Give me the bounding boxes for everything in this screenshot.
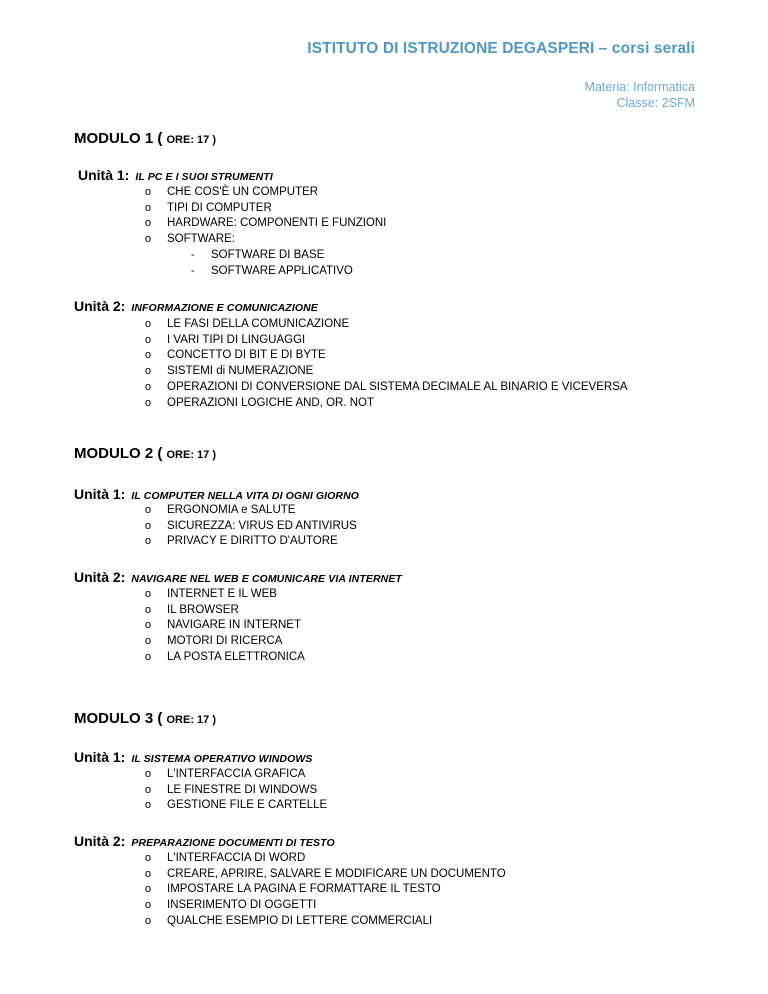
module-3-unit-2-list (145, 851, 506, 930)
list-item: o INTERNET E IL WEB (145, 588, 277, 600)
list-item: o OPERAZIONI DI CONVERSIONE DAL SISTEMA DECIMALE AL BINARIO E VICEVERSA (145, 380, 628, 393)
list-item: o LE FASI DELLA COMUNICAZIONE (145, 318, 350, 330)
module-2-heading: MODULO 2 ( ORE: 17 ) (74, 445, 217, 462)
module-1-unit-2-heading: Unità 2: INFORMAZIONE E COMUNICAZIONE (74, 298, 318, 314)
module-2-unit-1-heading: Unità 1: IL COMPUTER NELLA VITA DI OGNI GIORNO (74, 486, 360, 502)
software-sublist (167, 248, 386, 279)
module-1-unit-1-heading: Unità 1: IL PC E I SUOI STRUMENTI (78, 167, 273, 183)
list-item: o SISTEMI di NUMERAZIONE (145, 365, 314, 378)
list-item: o MOTORI DI RICERCA (145, 635, 283, 648)
school-title: ISTITUTO DI ISTRUZIONE DEGASPERI – corsi serali (307, 40, 695, 57)
module-3-heading: MODULO 3 ( ORE: 17 ) (74, 710, 217, 727)
list-item: o TIPI DI COMPUTER (145, 201, 272, 214)
sub-list-item: - SOFTWARE APPLICATIVO (191, 264, 353, 277)
list-item: o L'INTERFACCIA DI WORD (145, 852, 306, 864)
list-item: o IL BROWSER (145, 603, 239, 616)
list-item: o L'INTERFACCIA GRAFICA (145, 768, 306, 780)
module-1-heading: MODULO 1 ( ORE: 17 ) (74, 130, 217, 147)
list-item: o QUALCHE ESEMPIO DI LETTERE COMMERCIALI (145, 914, 433, 927)
list-item: o SOFTWARE: - SOFTWARE DI BASE - SOFTWARE APPLICATIVO (145, 232, 386, 279)
list-item: o ERGONOMIA e SALUTE (145, 504, 296, 516)
list-item: o LE FINESTRE DI WINDOWS (145, 783, 318, 796)
list-item: o I VARI TIPI DI LINGUAGGI (145, 333, 306, 346)
module-2-unit-1-list (145, 503, 357, 550)
module-3-unit-2-heading: Unità 2: PREPARAZIONE DOCUMENTI DI TESTO (74, 833, 335, 849)
module-1-unit-2-list (145, 317, 628, 411)
module-3-unit-1-list (145, 767, 327, 814)
module-2-unit-2-list (145, 587, 305, 666)
module-2-unit-2-heading: Unità 2: NAVIGARE NEL WEB E COMUNICARE VIA INTERNET (74, 569, 402, 585)
list-item: o IMPOSTARE LA PAGINA E FORMATTARE IL TESTO (145, 883, 441, 896)
subject-label: Materia: Informatica (584, 80, 695, 94)
list-item: o CONCETTO DI BIT E DI BYTE (145, 349, 326, 362)
sub-list-item: - SOFTWARE DI BASE (191, 248, 325, 261)
list-item: o CHE COS'È UN COMPUTER (145, 186, 319, 198)
module-1-unit-1-list (145, 185, 386, 279)
list-item: o NAVIGARE IN INTERNET (145, 619, 301, 632)
list-item: o SICUREZZA: VIRUS ED ANTIVIRUS (145, 519, 357, 532)
list-item: o OPERAZIONI LOGICHE AND, OR. NOT (145, 396, 375, 409)
course-meta (585, 79, 695, 111)
list-item: o HARDWARE: COMPONENTI E FUNZIONI (145, 217, 387, 230)
list-item: o GESTIONE FILE E CARTELLE (145, 799, 328, 812)
module-3-unit-1-heading: Unità 1: IL SISTEMA OPERATIVO WINDOWS (74, 749, 313, 765)
class-label: Classe: 2SFM (616, 96, 695, 110)
list-item: o PRIVACY E DIRITTO D'AUTORE (145, 535, 338, 548)
list-item: o LA POSTA ELETTRONICA (145, 650, 305, 663)
list-item: o CREARE, APRIRE, SALVARE E MODIFICARE UN DOCUMENTO (145, 867, 506, 880)
list-item: o INSERIMENTO DI OGGETTI (145, 899, 317, 912)
